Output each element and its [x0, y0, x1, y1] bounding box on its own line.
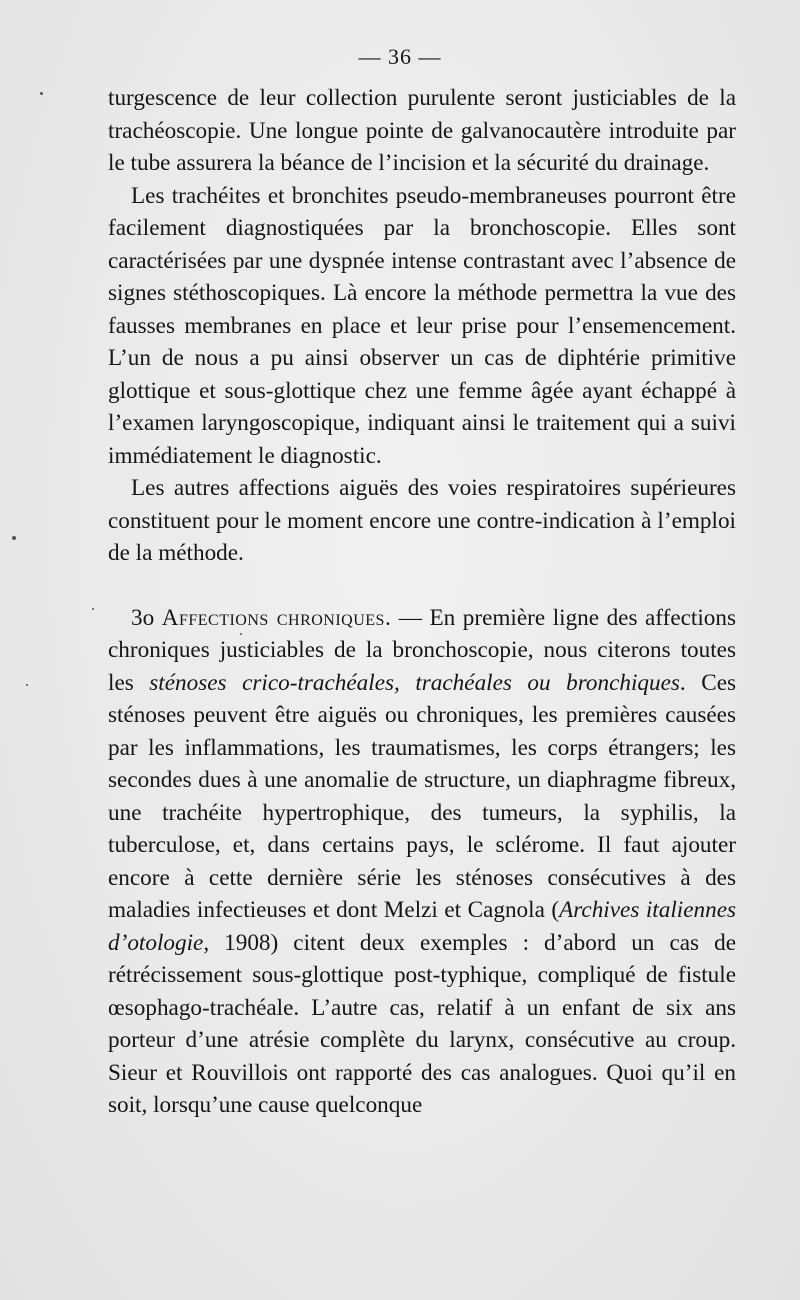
paragraph-4-text-1: En première ligne des affections chroniques justiciables de la bronchoscopie, nous citerons toutes les [108, 604, 737, 696]
section-number: 3o [131, 604, 155, 631]
paragraph-4-text-3: , 1908) citent deux exemples : d’abord un cas de rétrécissement sous-glottique post-typhique, compliqué de fistule œsophago-trachéale. L’autre cas, relatif à un enfant de six ans porteur d’une atrésie complète du larynx, consécutive au croup. Sieur et Rouvillois ont rapporté des cas analogues. Quoi qu’il en soit, lorsqu’une cause quelconque [108, 929, 736, 1118]
paper-speck [92, 608, 94, 610]
paragraph-4-italic-2: Archives italiennes d’otologie [108, 897, 737, 956]
body-text [108, 82, 736, 1122]
paragraph-3: Les autres affections aiguës des voies respiratoires supérieures constituent pour le moment encore une contre-indication à l’emploi de la méthode. [108, 475, 736, 566]
heading-dash: — [391, 604, 430, 631]
paper-speck [40, 92, 43, 95]
paper-speck [26, 684, 28, 686]
paragraph-4-italic-1: sténoses crico-trachéales, trachéales ou bronchiques [149, 669, 680, 696]
paragraph-4 [108, 602, 736, 1122]
page-number: — 36 — [358, 44, 442, 69]
paragraph-1: turgescence de leur collection purulente seront justiciables de la trachéoscopie. Une longue pointe de galvanocautère introduite par le tube assurera la béance de l’incision et la sécurité du drainage. [108, 85, 736, 176]
paragraph-4-text-2: . Ces sténoses peuvent être aiguës ou chroniques, les premières causées par les inflammations, les traumatismes, les corps étrangers; les secondes dues à une anomalie de structure, un diaphragme fibreux, une trachéite hypertrophique, des tumeurs, la syphilis, la tuberculose, et, dans certains pays, le sclérome. Il faut ajouter encore à cette dernière série les sténoses consécutives à des maladies infectieuses et dont Melzi et Cagnola ( [108, 669, 737, 923]
paragraph-2: Les trachéites et bronchites pseudo-membraneuses pourront être facilement diagnostiquées par la bronchoscopie. Elles sont caractérisées par une dyspnée intense contrastant avec l’absence de signes stéthoscopiques. Là encore la méthode permettra la vue des fausses membranes en place et leur prise pour l’ensemencement. L’un de nous a pu ainsi observer un cas de diphtérie primitive glottique et sous-glottique chez une femme âgée ayant échappé à l’examen laryngoscopique, indiquant ainsi le traitement qui a suivi immédiatement le diagnostic. [108, 182, 736, 469]
section-heading: Affections chroniques. [161, 604, 392, 631]
paper-speck [240, 633, 242, 635]
paper-speck [12, 536, 16, 540]
